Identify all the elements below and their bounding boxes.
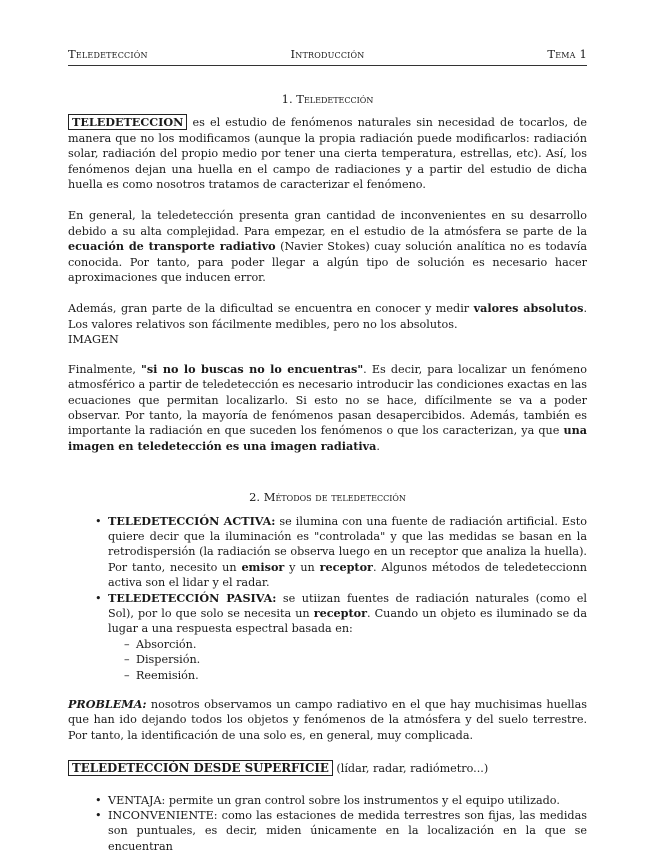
list-item-ventaja: • VENTAJA: permite un gran control sobre los instrumentos y el equipo utilizado. bbox=[108, 793, 587, 808]
boxed-term-teledeteccion: TELEDETECCION bbox=[68, 114, 187, 130]
term-imagen-radiativa: una imagen en teledetección es una imagen radiativa bbox=[68, 423, 587, 453]
list-item: – Dispersión. bbox=[136, 652, 587, 667]
list-item-activa: • TELEDETECCIÓN ACTIVA: se ilumina con una fuente de radiación artificial. Esto quiere decir que la iluminación es "controlada" y que las medidas se basan en la retrodispersión (la radiación se observa luego en un receptor que analiza la huella). Por tanto, necesito un emisor y un receptor. Algunos métodos de teledeteccionn activa son el lidar y el radar. bbox=[108, 514, 587, 591]
header-right: Tema 1 bbox=[547, 47, 587, 61]
response-list bbox=[108, 637, 587, 683]
imagen-placeholder: IMAGEN bbox=[68, 333, 119, 347]
list-item: – Absorción. bbox=[136, 637, 587, 652]
boxed-term-superficie: TELEDETECCIÓN DESDE SUPERFICIE bbox=[68, 760, 333, 776]
section-1-title: 1. Teledetección bbox=[281, 92, 374, 106]
list-item: – Reemisión. bbox=[136, 668, 587, 683]
paragraph-inconvenientes: En general, la teledetección presenta gran cantidad de inconvenientes en su desarrollo debido a su alta complejidad. Para empezar, en el estudio de la atmósfera se parte de la ecuación de transporte radiativo (Navier Stokes) cuay solución analítica no es todavía conocida. Por tanto, para poder llegar a algún tipo de solución es necesario hacer aproximaciones que inducen error. bbox=[68, 209, 587, 285]
paragraph-problema: PROBLEMA: nosotros observamos un campo radiativo en el que hay muchisimas huellas que han ido dejando todos los objetos y fenómenos de la atmósfera y del suelo terrestre. Por tanto, la identificación de una solo es, en general, muy complicada. bbox=[68, 697, 587, 742]
paragraph-valores: Además, gran parte de la dificultad se encuentra en conocer y medir valores absolutos. Los valores relativos son fácilmente medibles, pero no los absolutos. IMAGEN bbox=[68, 301, 587, 347]
header-left: Teledetección bbox=[68, 47, 148, 61]
header-center: Introducción bbox=[290, 47, 365, 61]
section-2-title: 2. Métodos de teledetección bbox=[249, 490, 406, 505]
superficie-heading: TELEDETECCIÓN DESDE SUPERFICIE (lídar, radar, radiómetro...) bbox=[68, 761, 587, 776]
paragraph-finalmente: Finalmente, "si no lo buscas no lo encuentras". Es decir, para localizar un fenómeno atmosférico a partir de teledetección es necesario introducir las condiciones exactas en las ecuaciones que permitan localizarlo. Si esto no se hace, difícilmente se va a poder observar. Por tanto, la mayoría de fenómenos pasan desapercibidos. Además, también es importante la radiación en que suceden los fenómenos o que los caracterizan, ya que una imagen en teledetección es una imagen radiativa. bbox=[68, 361, 587, 453]
methods-list bbox=[68, 514, 587, 683]
term-valores-absolutos: valores absolutos bbox=[473, 301, 584, 316]
list-item-pasiva: • TELEDETECCIÓN PASIVA: se utiizan fuentes de radiación naturales (como el Sol), por lo que solo se necesita un receptor. Cuando un objeto es iluminado se da lugar a una respuesta espectral basada en: – Absorción. – Dispersión. – Reemisión. bbox=[108, 591, 587, 683]
document-body bbox=[68, 86, 587, 866]
running-header bbox=[68, 47, 587, 63]
superficie-list bbox=[68, 793, 587, 855]
list-item-inconveniente: • INCONVENIENTE: como las estaciones de medida terrestres son fijas, las medidas son puntuales, es decir, miden únicamente en la localización en la que se encuentran bbox=[108, 808, 587, 854]
term-ecuacion-transporte: ecuación de transporte radiativo bbox=[68, 239, 276, 254]
quote-si-no-lo-buscas: "si no lo buscas no lo encuentras" bbox=[141, 361, 364, 376]
problema-label: PROBLEMA: bbox=[68, 697, 147, 711]
header-rule bbox=[68, 65, 587, 66]
paragraph-definition: TELEDETECCION es el estudio de fenómenos naturales sin necesidad de tocarlos, de manera que no los modificamos (aunque la propia radiación puede modificarlos: radiación solar, radiación del propio medio por tener una cierta temperatura, estrellas, etc). Así, los fenómenos dejan una huella en el campo de radiaciones y a partir del estudio de dicha huella es como nosotros tratamos de caracterizar el fenómeno. bbox=[68, 115, 587, 192]
